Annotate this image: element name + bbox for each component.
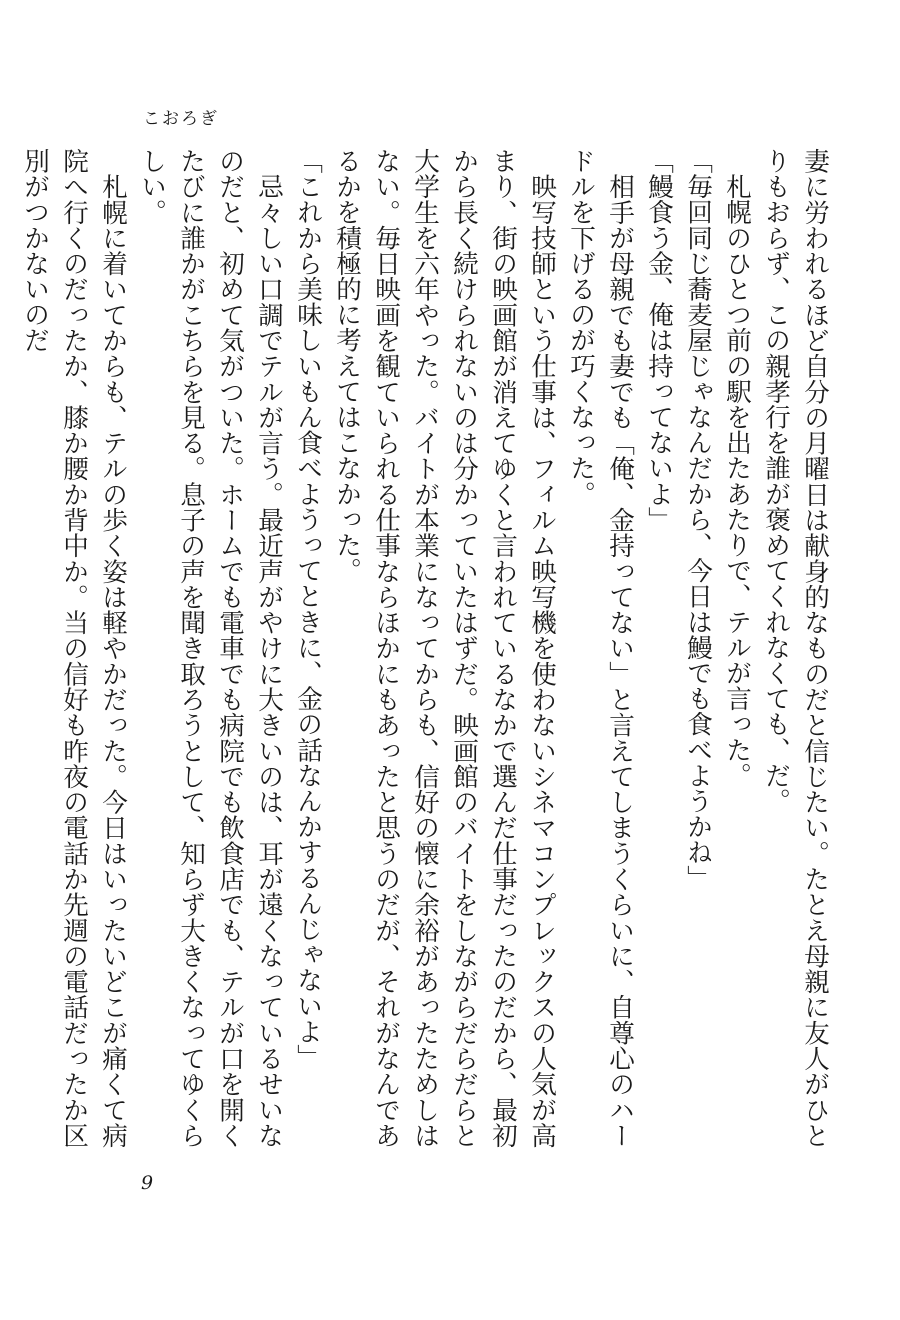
paragraph: 忌々しい口調でテルが言う。最近声がやけに大きいのは、耳が遠くなっているせいなのだと、初めて気がついた。ホームでも電車でも病院でも飲食店でも、テルが口を開くたびに誰かがこちらを見る。息子の声を聞き取ろうとして、知らず大きくなってゆくらしい。 [137, 148, 284, 1148]
paragraph: 「鰻食う金、俺は持ってないよ」 [644, 148, 674, 532]
paragraph: 映写技師という仕事は、フィルム映写機を使わないシネマコンプレックスの人気が高まり、街の映画館が消えてゆくと言われているなかで選んだ仕事だったのだから、最初から長く続けられないのは分かっていたはずだ。映画館のバイトをしながらだらだらと大学生を六年やった。バイトが本業になってからも、信好の懐に余裕があったためしはない。毎日映画を観ていられる仕事ならほかにもあったと思うのだが、それがなんであるかを積極的に考えてはこなかった。 [332, 148, 557, 1148]
paragraph: 札幌のひとつ前の駅を出たあたりで、テルが言った。 [722, 148, 752, 788]
paragraph: 札幌に着いてからも、テルの歩く姿は軽やかだった。今日はいったいどこが痛くて病院へ行くのだったか、膝か腰か背中か。当の信好も昨夜の電話か先週の電話だったか区別がつかないのだ [20, 148, 128, 1148]
paragraph: 妻に労われるほど自分の月曜日は献身的なものだと信じたい。たとえ母親に友人がひとりもおらず、この親孝行を誰が褒めてくれなくても、だ。 [761, 148, 830, 1148]
paragraph: 「毎回同じ蕎麦屋じゃなんだから、今日は鰻でも食べようかね」 [683, 148, 713, 891]
page-number: 9 [141, 1172, 154, 1194]
paragraph: 「これから美味しいもん食べようってときに、金の話なんかするんじゃないよ」 [293, 148, 323, 1070]
body-text [20, 148, 834, 1148]
running-head: こおろぎ [143, 109, 219, 129]
paragraph: 相手が母親でも妻でも「俺、金持ってない」と言えてしまうくらいに、自尊心のハードルを下げるのが巧くなった。 [566, 148, 635, 1148]
